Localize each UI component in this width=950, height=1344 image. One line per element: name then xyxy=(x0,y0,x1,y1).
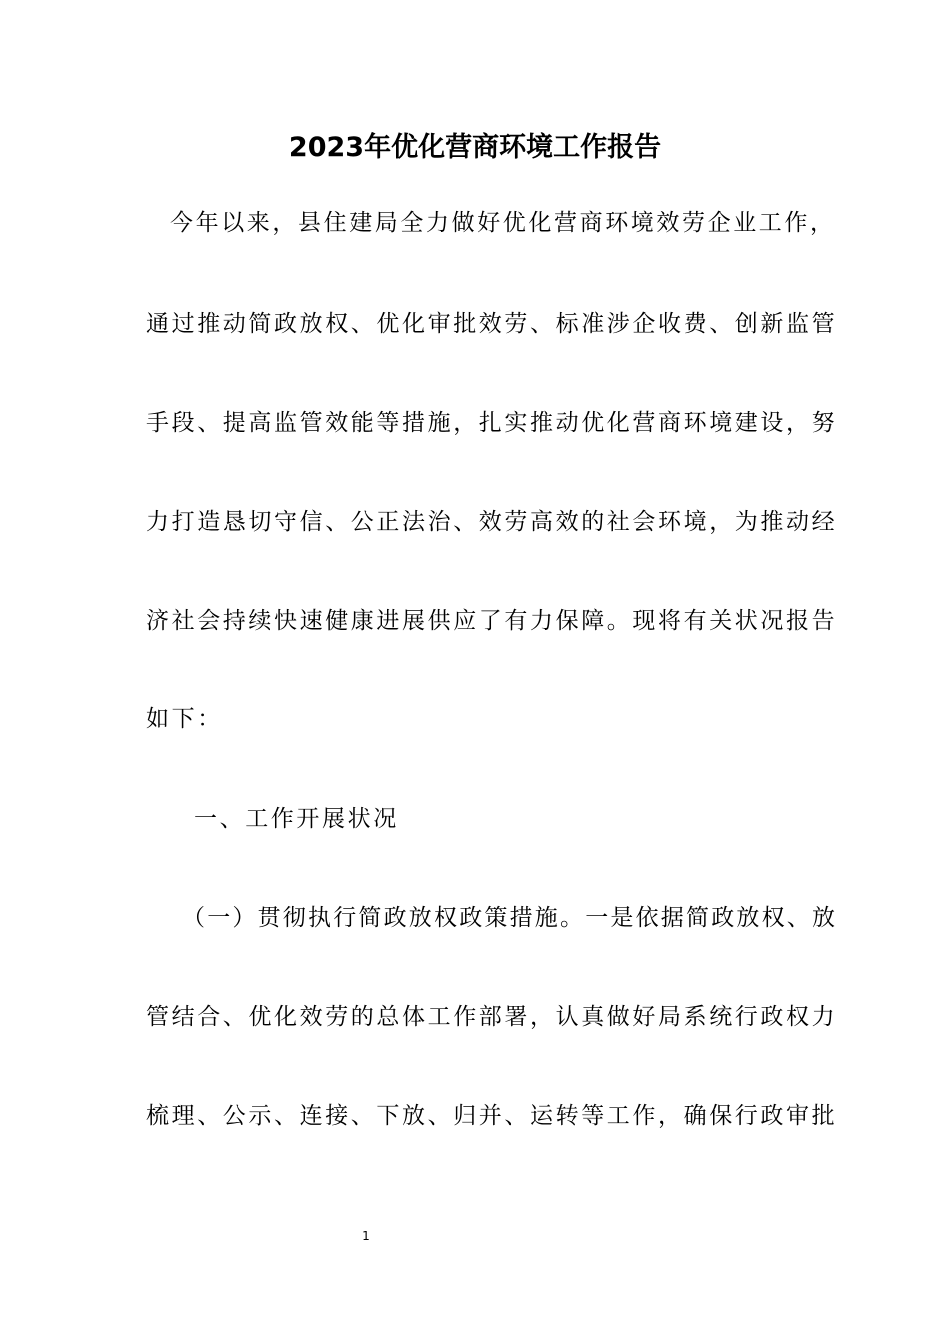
document-title: 2023年优化营商环境工作报告 xyxy=(288,132,662,163)
page-number: 1 xyxy=(362,1229,370,1243)
section-heading: 一、工作开展状况 xyxy=(194,806,399,832)
paragraph-line: 梳理、公示、连接、下放、归并、运转等工作，确保行政审批 xyxy=(146,1103,838,1129)
paragraph-line: 今年以来，县住建局全力做好优化营商环境效劳企业工作， xyxy=(170,210,836,236)
paragraph-line: （一）贯彻执行简政放权政策措施。一是依据简政放权、放 xyxy=(182,905,838,931)
paragraph-line: 济社会持续快速健康进展供应了有力保障。现将有关状况报告 xyxy=(146,608,838,634)
paragraph-line: 管结合、优化效劳的总体工作部署，认真做好局系统行政权力 xyxy=(146,1004,838,1030)
paragraph-line: 通过推动简政放权、优化审批效劳、标准涉企收费、创新监管 xyxy=(146,311,838,337)
paragraph-line: 力打造恳切守信、公正法治、效劳高效的社会环境，为推动经 xyxy=(146,509,838,535)
paragraph-line: 如下： xyxy=(146,706,223,732)
paragraph-line: 手段、提高监管效能等措施，扎实推动优化营商环境建设，努 xyxy=(146,410,838,436)
